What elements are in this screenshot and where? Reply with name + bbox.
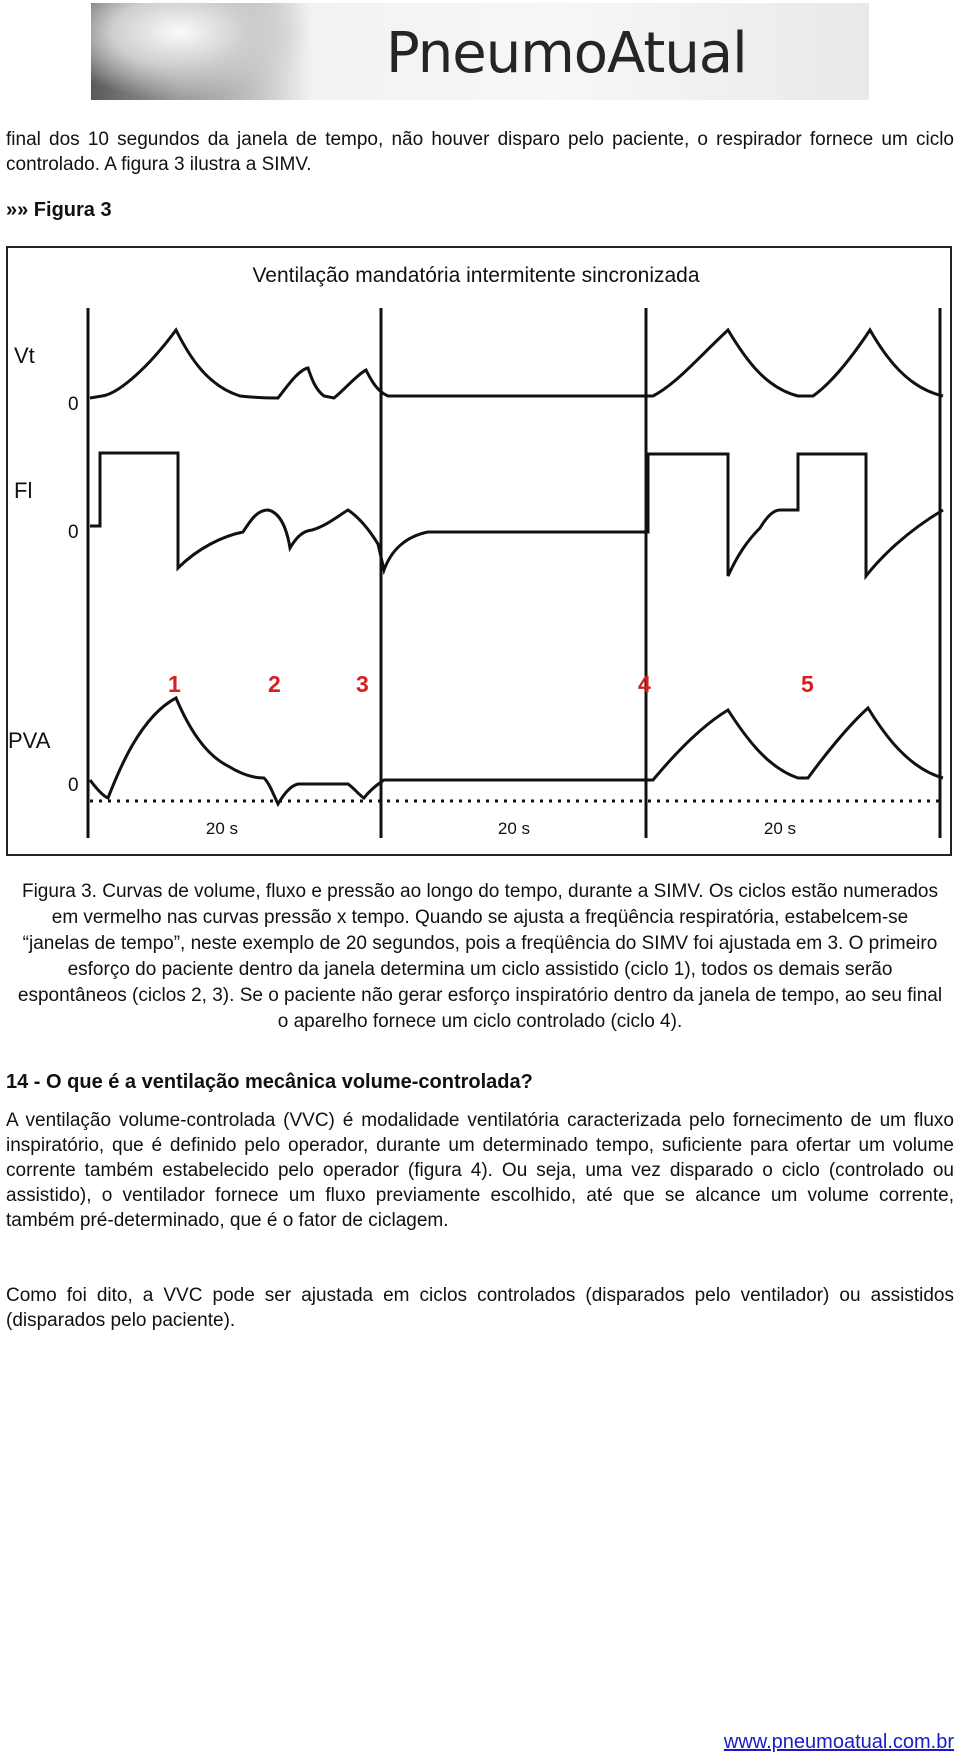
waveform-diagram (8, 248, 950, 854)
answer-paragraph-1: A ventilação volume-controlada (VVC) é modalidade ventilatória caracterizada pelo fornecimento de um fluxo inspiratório, que é definido pelo operador, durante um determinado tempo, suficiente para ofertar um volume corrente também estabelecido pelo operador (figura 4). Ou seja, uma vez disparado o ciclo (controlado ou assistido), o ventilador fornece um fluxo previamente escolhido, até que se alcance um volume corrente, também pré-determinado, que é o fator de ciclagem. (6, 1110, 954, 1231)
cycle-number-1: 1 (168, 671, 181, 697)
header-banner (91, 3, 869, 100)
zero-label-vt: 0 (68, 394, 79, 415)
figure-title: Ventilação mandatória intermitente sincronizada (252, 264, 700, 287)
cycle-number-2: 2 (268, 671, 281, 697)
window-label-2: 20 s (497, 819, 531, 838)
zero-label-pva: 0 (68, 775, 79, 796)
figure-caption: Figura 3. Curvas de volume, fluxo e pressão ao longo do tempo, durante a SIMV. Os ciclos estão numerados em vermelho nas curvas pressão x tempo. Quando se ajusta a freqüência respiratória, estabelcem-se “janelas de tempo”, neste exemplo de 20 segundos, pois a freqüência do SIMV foi ajustada em 3. O primeiro esforço do paciente dentro da janela determina um ciclo assistido (ciclo 1), todos os demais serão espontâneos (ciclos 2, 3). Se o paciente não gerar esforço inspiratório dentro da janela de tempo, ao seu final o aparelho fornece um ciclo controlado (ciclo 4). (17, 881, 943, 1032)
window-label-3: 20 s (763, 819, 797, 838)
figure-label: »» Figura 3 (6, 199, 112, 221)
question-heading: 14 - O que é a ventilação mecânica volume-controlada? (6, 1071, 533, 1093)
channel-label-vt: Vt (14, 343, 35, 368)
channel-label-fl: Fl (14, 478, 33, 503)
window-label-1: 20 s (205, 819, 239, 838)
cycle-number-4: 4 (638, 671, 651, 697)
figure-3-simv (6, 246, 952, 856)
brand-logo-text: PneumoAtual (386, 21, 747, 86)
footer-site-link[interactable]: www.pneumoatual.com.br (723, 1731, 954, 1753)
cycle-number-3: 3 (356, 671, 369, 697)
pva-curve (90, 698, 943, 804)
header-photo (91, 3, 311, 100)
cycle-number-5: 5 (801, 671, 814, 697)
fl-curve (90, 453, 943, 576)
answer-paragraph-2: Como foi dito, a VVC pode ser ajustada em ciclos controlados (disparados pelo ventilador) ou assistidos (disparados pelo paciente). (6, 1285, 954, 1331)
zero-label-fl: 0 (68, 522, 79, 543)
intro-paragraph: final dos 10 segundos da janela de tempo, não houver disparo pelo paciente, o respirador fornece um ciclo controlado. A figura 3 ilustra a SIMV. (6, 129, 954, 175)
vt-curve (90, 330, 943, 398)
channel-label-pva: PVA (8, 728, 51, 753)
